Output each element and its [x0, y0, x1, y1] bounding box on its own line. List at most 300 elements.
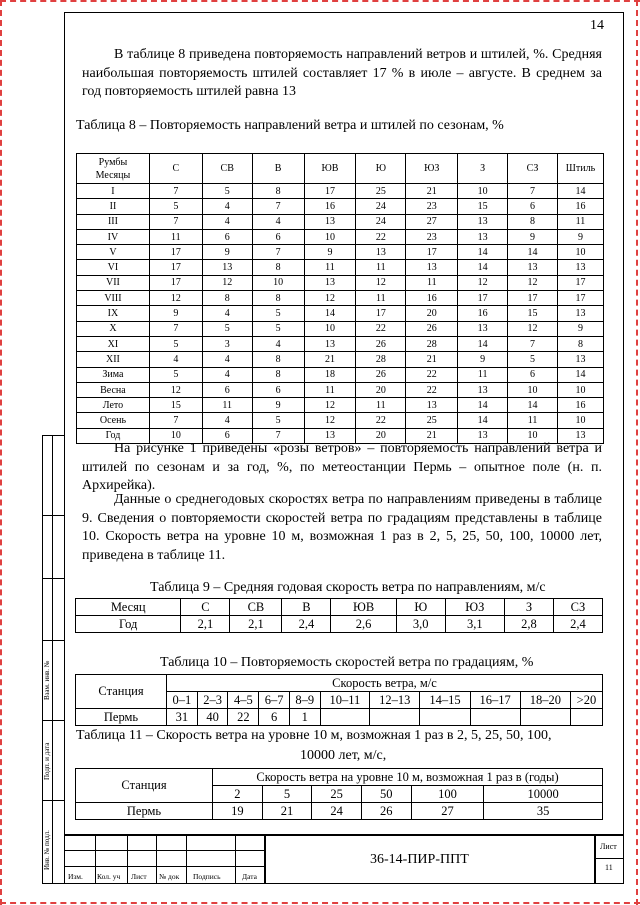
table8-cell: 18: [304, 367, 356, 382]
page-number: 14: [590, 18, 604, 33]
table10-cell: [420, 709, 470, 726]
side-label-inv: Инв. № подл.: [43, 830, 51, 870]
table9-header-cell: ЮВ: [331, 599, 396, 616]
table10-cell: 40: [197, 709, 228, 726]
table8-cell: 4: [202, 214, 252, 229]
table10-row: [76, 709, 603, 726]
table11-year-header: 100: [411, 786, 484, 803]
table8-cell: 10: [557, 413, 603, 428]
dashed-border-left: [0, 0, 2, 905]
table8-cell: 10: [149, 428, 202, 443]
table8-row-label: X: [77, 321, 150, 336]
tb-podpis: Подпись: [193, 872, 221, 881]
table8-col-header: Ю: [356, 154, 406, 184]
table9-header-row: [76, 599, 603, 616]
title-block-vline: [594, 834, 596, 884]
table10: [75, 674, 603, 726]
table8-cell: 9: [557, 229, 603, 244]
table8-cell: 14: [557, 184, 603, 199]
header-rumbs: Румбы: [98, 156, 128, 168]
title-block-top-line: [64, 834, 624, 836]
table8-cell: 9: [557, 321, 603, 336]
table8-cell: 22: [356, 229, 406, 244]
table10-cell: [320, 709, 369, 726]
table9-header-cell: ЮЗ: [445, 599, 504, 616]
table8-cell: 20: [356, 428, 406, 443]
table8-cell: 4: [202, 352, 252, 367]
table8-cell: 12: [508, 275, 558, 290]
side-stamp-line: [42, 720, 64, 721]
table8-row: [77, 214, 604, 229]
table11-caption-line2: 10000 лет, м/с,: [300, 748, 387, 763]
table8-row: [77, 229, 604, 244]
table9-header-cell: С: [181, 599, 230, 616]
table8-cell: 11: [304, 260, 356, 275]
table8-row: [77, 199, 604, 214]
table8-cell: 28: [356, 352, 406, 367]
table8-cell: 8: [557, 336, 603, 351]
table8-cell: 13: [557, 352, 603, 367]
paragraph-3: Данные о среднегодовых скоростях ветра по направлениям приведены в таблице 9. Сведения о повторяемости скоростей ветра по градациям представлены в таблице 10. Скорость ветра на уровне 10 м, возможная 1 раз в 2, 5, 25, 50, 100, 10000 лет, приведена в таблице 11.: [82, 492, 602, 563]
tb-sheet-label: Лист: [600, 842, 617, 851]
table8-cell: 10: [508, 428, 558, 443]
table8-row: [77, 398, 604, 413]
table10-grade-header: 16–17: [470, 692, 520, 709]
table10-grade-header: 2–3: [197, 692, 228, 709]
side-label-podp: Подп. и дата: [43, 742, 51, 780]
table8-cell: 16: [458, 306, 508, 321]
table8-cell: 9: [149, 306, 202, 321]
table8-col-header: С: [149, 154, 202, 184]
table8-cell: 5: [252, 321, 304, 336]
table8-cell: 7: [149, 413, 202, 428]
table8-cell: 26: [356, 367, 406, 382]
tb-kol: Кол. уч: [97, 872, 121, 881]
table8-row-label: VIII: [77, 291, 150, 306]
table8-cell: 5: [149, 199, 202, 214]
table11-cell: 19: [213, 803, 263, 820]
table9-header-cell: Ю: [396, 599, 445, 616]
table8-cell: 10: [557, 382, 603, 397]
side-stamp-line: [42, 515, 64, 516]
table8-cell: 21: [304, 352, 356, 367]
paragraph-1: В таблице 8 приведена повторяемость направлений ветров и штилей, %. Средняя наибольшая повторяемость штилей составляет 17 % в июле – августе. В среднем за год повторяемость штилей равна 13: [82, 47, 602, 99]
table8-cell: 17: [149, 275, 202, 290]
table8-cell: 21: [406, 352, 458, 367]
tb-data: Дата: [242, 872, 257, 881]
table8-cell: 14: [458, 336, 508, 351]
table8-cell: 11: [508, 413, 558, 428]
title-block-vline: [95, 834, 96, 884]
table11-station: Пермь: [76, 803, 213, 820]
table10-cell: [570, 709, 602, 726]
table8-cell: 6: [508, 199, 558, 214]
table10-cell: 31: [167, 709, 198, 726]
table11-cell: 35: [484, 803, 603, 820]
table8-cell: 9: [202, 245, 252, 260]
table10-cell: 6: [259, 709, 290, 726]
table8-cell: 25: [406, 413, 458, 428]
table8-cell: 12: [149, 291, 202, 306]
table8-row-label: Лето: [77, 398, 150, 413]
table8-cell: 13: [406, 260, 458, 275]
table8-row-label: IV: [77, 229, 150, 244]
table8-cell: 12: [304, 413, 356, 428]
table8-cell: 27: [406, 214, 458, 229]
table11-row: [76, 803, 603, 820]
table8-cell: 13: [458, 214, 508, 229]
table8-cell: 4: [202, 413, 252, 428]
table8-corner-header: [77, 154, 150, 184]
table10-caption: Таблица 10 – Повторяемость скоростей ветра по градациям, %: [160, 655, 534, 670]
title-block-vline: [156, 834, 157, 884]
table8-cell: 7: [252, 199, 304, 214]
table8-cell: 15: [458, 199, 508, 214]
table8-cell: 15: [508, 306, 558, 321]
table9-header-cell: Месяц: [76, 599, 181, 616]
table9-header-cell: СЗ: [553, 599, 602, 616]
table8-cell: 8: [252, 352, 304, 367]
table8-cell: 13: [304, 214, 356, 229]
table8-cell: 12: [202, 275, 252, 290]
table8-cell: 25: [356, 184, 406, 199]
table8-cell: 17: [304, 184, 356, 199]
table8-cell: 13: [304, 428, 356, 443]
table8-col-header: В: [252, 154, 304, 184]
table9-cell: 2,1: [181, 616, 230, 633]
table11-cell: 24: [312, 803, 362, 820]
table8-row-label: IX: [77, 306, 150, 321]
table8-cell: 5: [508, 352, 558, 367]
table8-cell: 9: [252, 398, 304, 413]
table11: [75, 768, 603, 820]
table8-cell: 8: [252, 291, 304, 306]
table10-grade-header: 6–7: [259, 692, 290, 709]
table8-cell: 17: [557, 291, 603, 306]
table8-cell: 4: [149, 352, 202, 367]
side-stamp-line: [42, 578, 64, 579]
table8-cell: 12: [149, 382, 202, 397]
table8-cell: 11: [304, 382, 356, 397]
table8-cell: 17: [149, 260, 202, 275]
table8-cell: 5: [252, 306, 304, 321]
table8-row: [77, 306, 604, 321]
table8-row: [77, 367, 604, 382]
table8-cell: 22: [406, 382, 458, 397]
table8-cell: 10: [252, 275, 304, 290]
table8-cell: 26: [356, 336, 406, 351]
table8-cell: 22: [356, 413, 406, 428]
table8: [76, 153, 604, 444]
table8-cell: 7: [149, 214, 202, 229]
table8-cell: 11: [202, 398, 252, 413]
table8-cell: 14: [458, 413, 508, 428]
table8-cell: 12: [508, 321, 558, 336]
table8-cell: 8: [252, 260, 304, 275]
table8-cell: 15: [149, 398, 202, 413]
table8-cell: 17: [356, 306, 406, 321]
table8-row-label: III: [77, 214, 150, 229]
table8-cell: 9: [304, 245, 356, 260]
table10-cell: [370, 709, 420, 726]
table11-station-header: Станция: [76, 769, 213, 803]
tb-izm: Изм.: [68, 872, 83, 881]
table8-cell: 13: [557, 428, 603, 443]
side-stamp-divider: [42, 435, 53, 884]
table8-cell: 11: [458, 367, 508, 382]
table8-cell: 21: [406, 428, 458, 443]
title-block-vline: [264, 834, 266, 884]
side-stamp-line: [42, 800, 64, 801]
table8-row-label: XII: [77, 352, 150, 367]
table8-cell: 14: [458, 260, 508, 275]
table8-col-header: СЗ: [508, 154, 558, 184]
table9-cell: 2,6: [331, 616, 396, 633]
table8-col-header: ЮЗ: [406, 154, 458, 184]
table8-cell: 6: [252, 382, 304, 397]
table8-cell: 13: [202, 260, 252, 275]
side-stamp-line: [42, 640, 64, 641]
table10-station-header: Станция: [76, 675, 167, 709]
table8-row: [77, 413, 604, 428]
table10-grade-header: 4–5: [228, 692, 259, 709]
table8-row: [77, 184, 604, 199]
table8-cell: 14: [508, 245, 558, 260]
table8-cell: 5: [202, 321, 252, 336]
table8-cell: 4: [202, 306, 252, 321]
table8-cell: 9: [508, 229, 558, 244]
table8-cell: 22: [406, 367, 458, 382]
table10-station: Пермь: [76, 709, 167, 726]
table8-cell: 6: [252, 229, 304, 244]
table8-cell: 8: [508, 214, 558, 229]
table8-cell: 13: [508, 260, 558, 275]
table8-cell: 7: [149, 184, 202, 199]
table8-cell: 10: [557, 245, 603, 260]
table8-cell: 12: [356, 275, 406, 290]
table10-grade-header: 18–20: [520, 692, 570, 709]
table10-header-row: [76, 675, 603, 692]
table8-cell: 7: [508, 336, 558, 351]
table8-row-label: XI: [77, 336, 150, 351]
table8-cell: 13: [406, 398, 458, 413]
table11-cell: 21: [262, 803, 312, 820]
table11-year-header: 50: [361, 786, 411, 803]
paragraph-2: На рисунке 1 приведены «розы ветров» – повторяемость направлений ветра и штилей по сезонам и за год, %, по метеостанции Пермь – опытное поле (н. п. Архирейка).: [82, 441, 602, 493]
table10-grade-header: 0–1: [167, 692, 198, 709]
table8-cell: 5: [202, 184, 252, 199]
table10-cell: [470, 709, 520, 726]
table11-speed-header: Скорость ветра на уровне 10 м, возможная 1 раз в (годы): [213, 769, 603, 786]
table10-grade-header: >20: [570, 692, 602, 709]
table8-row: [77, 321, 604, 336]
table8-col-header: СВ: [202, 154, 252, 184]
table8-cell: 17: [406, 245, 458, 260]
table9-header-cell: З: [504, 599, 553, 616]
table9-header-cell: СВ: [230, 599, 282, 616]
table8-cell: 13: [304, 275, 356, 290]
table9-cell: 2,4: [282, 616, 331, 633]
table8-row-label: I: [77, 184, 150, 199]
table8-row: [77, 352, 604, 367]
table8-row: [77, 275, 604, 290]
dashed-border-bottom: [0, 902, 640, 904]
table8-cell: 12: [458, 275, 508, 290]
table8-cell: 10: [458, 184, 508, 199]
table9-row: [76, 616, 603, 633]
document-code: 36-14-ПИР-ППТ: [370, 852, 469, 867]
table8-cell: 4: [252, 214, 304, 229]
table8-cell: 16: [557, 398, 603, 413]
table8-cell: 20: [356, 382, 406, 397]
table8-row-label: VI: [77, 260, 150, 275]
table8-cell: 22: [356, 321, 406, 336]
table8-cell: 24: [356, 199, 406, 214]
table8-cell: 14: [458, 398, 508, 413]
table10-speed-header: Скорость ветра, м/с: [167, 675, 603, 692]
table8-cell: 11: [356, 291, 406, 306]
table8-row: [77, 245, 604, 260]
table8-header-row: [77, 154, 604, 184]
table8-cell: 12: [304, 398, 356, 413]
table8-cell: 11: [356, 398, 406, 413]
table11-caption-line1: Таблица 11 – Скорость ветра на уровне 10 м, возможная 1 раз в 2, 5, 25, 50, 100,: [76, 728, 552, 743]
table8-cell: 21: [406, 184, 458, 199]
table8-cell: 24: [356, 214, 406, 229]
table8-row-label: II: [77, 199, 150, 214]
table8-cell: 7: [149, 321, 202, 336]
table8-cell: 8: [252, 367, 304, 382]
table8-cell: 16: [406, 291, 458, 306]
table8-cell: 28: [406, 336, 458, 351]
table8-row: [77, 382, 604, 397]
table8-row-label: Зима: [77, 367, 150, 382]
table9-cell: 2,1: [230, 616, 282, 633]
table8-cell: 13: [557, 306, 603, 321]
table8-row-label: Весна: [77, 382, 150, 397]
table8-cell: 17: [508, 291, 558, 306]
table8-cell: 7: [252, 428, 304, 443]
table9-cell: 3,0: [396, 616, 445, 633]
table8-cell: 11: [557, 214, 603, 229]
table8-cell: 14: [304, 306, 356, 321]
table8-cell: 23: [406, 199, 458, 214]
dashed-border-right: [636, 0, 638, 905]
table8-cell: 17: [557, 275, 603, 290]
table8-cell: 12: [304, 291, 356, 306]
table8-col-header: Штиль: [557, 154, 603, 184]
table8-cell: 14: [458, 245, 508, 260]
table8-row-label: V: [77, 245, 150, 260]
title-block-line: [64, 866, 264, 867]
table10-grade-header: 12–13: [370, 692, 420, 709]
table8-cell: 20: [406, 306, 458, 321]
table8-cell: 17: [458, 291, 508, 306]
table8-cell: 6: [202, 382, 252, 397]
table9-caption: Таблица 9 – Средняя годовая скорость ветра по направлениям, м/с: [150, 580, 546, 595]
table11-year-header: 5: [262, 786, 312, 803]
title-block-vline: [235, 834, 236, 884]
side-label-vzam: Взам. инв. №: [43, 660, 51, 700]
table8-cell: 5: [252, 413, 304, 428]
tb-list: Лист: [131, 872, 147, 881]
table8-row: [77, 291, 604, 306]
title-block-vline: [186, 834, 187, 884]
table8-cell: 14: [508, 398, 558, 413]
table8-cell: 11: [149, 229, 202, 244]
table10-grade-header: 8–9: [289, 692, 320, 709]
table9-cell: 2,8: [504, 616, 553, 633]
table8-cell: 4: [202, 199, 252, 214]
table8-cell: 5: [149, 367, 202, 382]
table11-year-header: 10000: [484, 786, 603, 803]
table8-cell: 26: [406, 321, 458, 336]
table9-cell: 3,1: [445, 616, 504, 633]
table9: [75, 598, 603, 633]
table11-header-row: [76, 769, 603, 786]
table8-cell: 6: [508, 367, 558, 382]
table8-cell: 6: [202, 229, 252, 244]
table8-col-header: ЮВ: [304, 154, 356, 184]
table8-cell: 16: [557, 199, 603, 214]
table10-grade-header: 14–15: [420, 692, 470, 709]
table9-cell: Год: [76, 616, 181, 633]
table8-cell: 3: [202, 336, 252, 351]
table9-header-cell: В: [282, 599, 331, 616]
table8-cell: 23: [406, 229, 458, 244]
table8-cell: 13: [458, 428, 508, 443]
table8-cell: 6: [202, 428, 252, 443]
table11-year-header: 25: [312, 786, 362, 803]
table8-cell: 7: [508, 184, 558, 199]
table8-cell: 10: [304, 321, 356, 336]
table8-cell: 10: [304, 229, 356, 244]
table8-cell: 13: [304, 336, 356, 351]
table8-cell: 10: [508, 382, 558, 397]
table8-row: [77, 336, 604, 351]
title-block-vline: [127, 834, 128, 884]
table8-cell: 16: [304, 199, 356, 214]
table10-grade-header: 10–11: [320, 692, 369, 709]
table8-cell: 13: [356, 245, 406, 260]
table8-cell: 11: [406, 275, 458, 290]
table8-cell: 5: [149, 336, 202, 351]
table8-cell: 17: [149, 245, 202, 260]
table8-row-label: VII: [77, 275, 150, 290]
table8-cell: 8: [252, 184, 304, 199]
table8-cell: 13: [557, 260, 603, 275]
table10-cell: [520, 709, 570, 726]
table8-cell: 13: [458, 382, 508, 397]
table8-caption: Таблица 8 – Повторяемость направлений ветра и штилей по сезонам, %: [76, 118, 504, 133]
tb-ndok: № док: [159, 872, 180, 881]
table8-cell: 4: [252, 336, 304, 351]
table8-col-header: З: [458, 154, 508, 184]
title-block-line: [594, 858, 624, 859]
table8-cell: 4: [202, 367, 252, 382]
table8-cell: 11: [356, 260, 406, 275]
table10-cell: 1: [289, 709, 320, 726]
table9-cell: 2,4: [553, 616, 602, 633]
tb-sheet-number: 11: [605, 863, 613, 872]
table8-cell: 13: [458, 229, 508, 244]
table8-cell: 9: [458, 352, 508, 367]
table10-cell: 22: [228, 709, 259, 726]
table11-year-header: 2: [213, 786, 263, 803]
table8-cell: 14: [557, 367, 603, 382]
table8-cell: 7: [252, 245, 304, 260]
table11-cell: 26: [361, 803, 411, 820]
